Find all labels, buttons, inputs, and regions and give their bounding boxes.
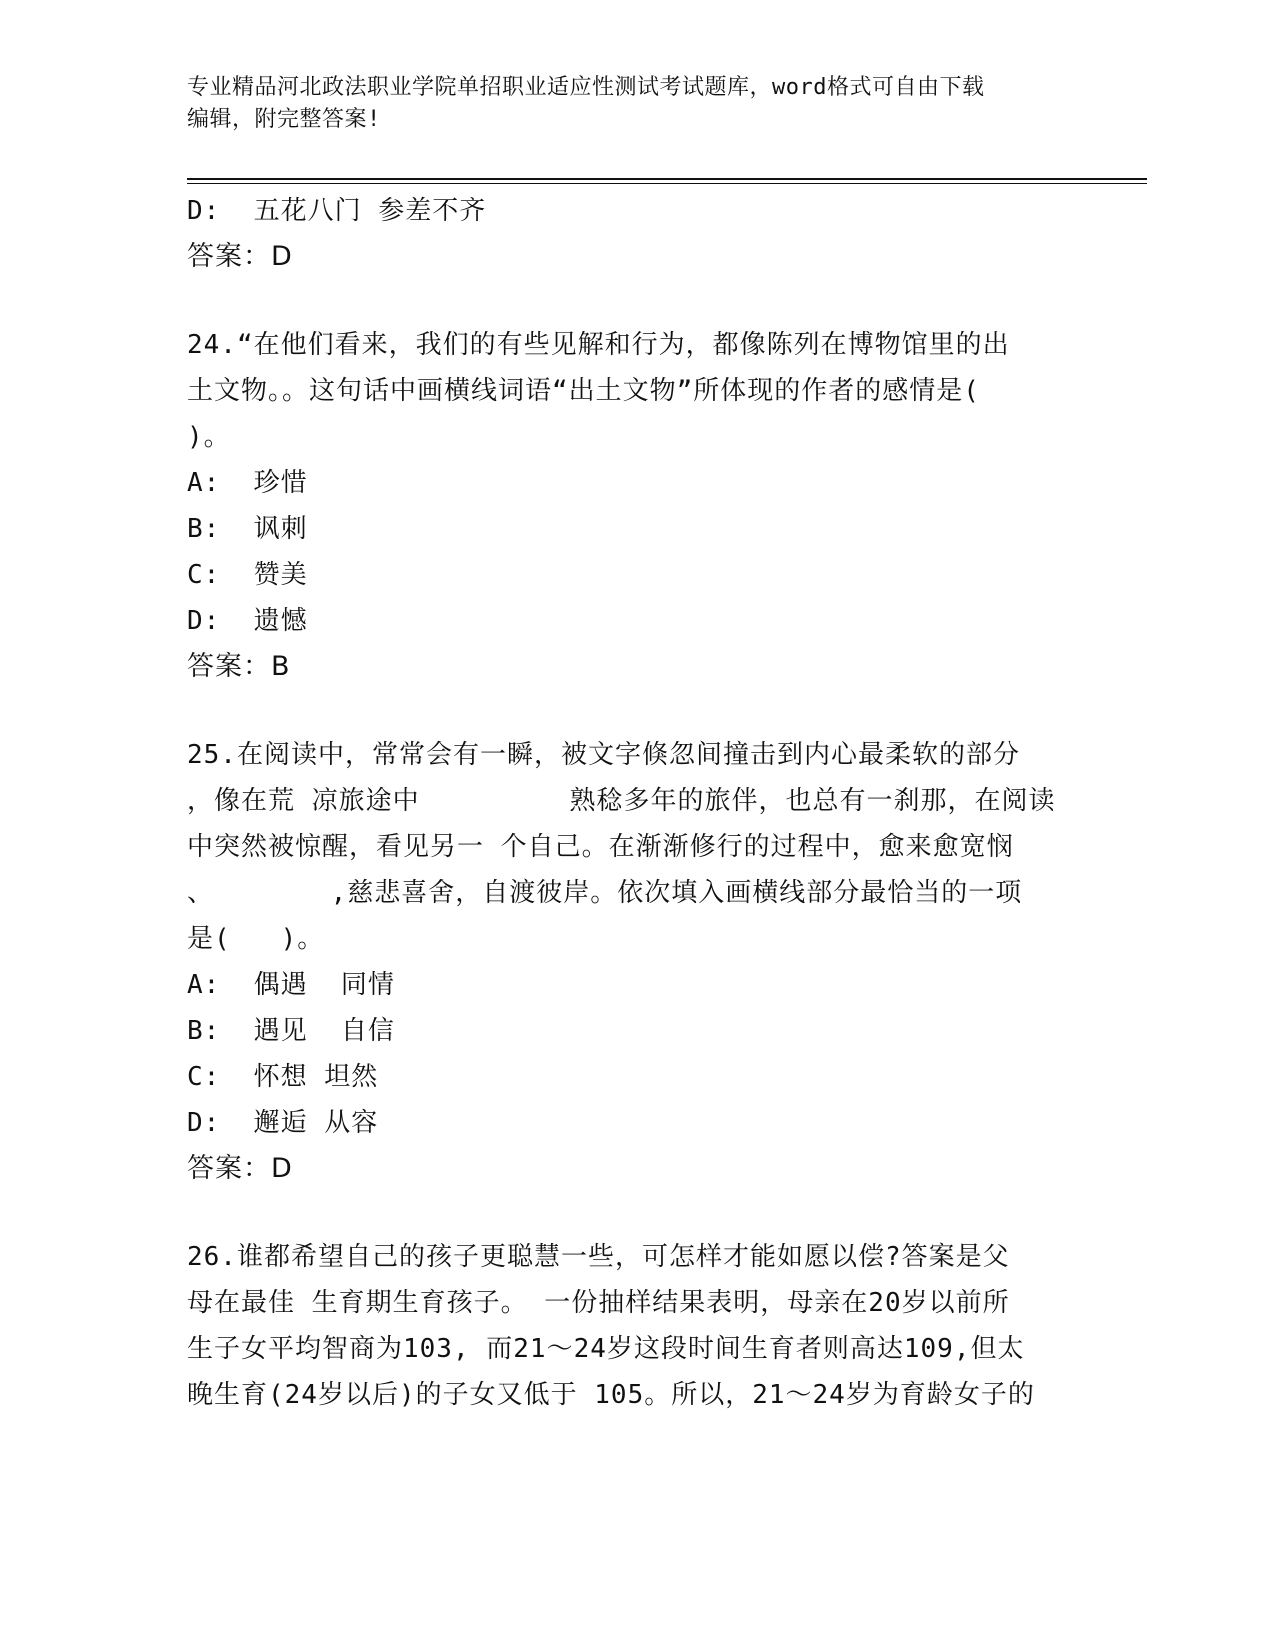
- header-line-1: 专业精品河北政法职业学院单招职业适应性测试考试题库，word格式可自由下载: [187, 75, 985, 100]
- question-text-line: 土文物。。这句话中画横线词语“出土文物”所体现的作者的感情是(: [187, 376, 980, 406]
- option-b: B: 遇见 自信: [187, 1016, 395, 1046]
- option-d: D: 邂逅 从容: [187, 1108, 379, 1138]
- question-24: [187, 322, 1087, 690]
- question-text-line: 生子女平均智商为103, 而21～24岁这段时间生育者则高达109,但太: [187, 1334, 1025, 1364]
- question-text-line: ，像在荒 凉旅途中 熟稔多年的旅伴，也总有一刹那，在阅读: [187, 786, 1056, 816]
- question-text-line: 母在最佳 生育期生育孩子。 一份抽样结果表明，母亲在20岁以前所: [187, 1288, 1010, 1318]
- answer-line: 答案：D: [187, 241, 293, 272]
- option-c: C: 怀想 坦然: [187, 1062, 379, 1092]
- question-text-line: 24.“在他们看来，我们的有些见解和行为，都像陈列在博物馆里的出: [187, 330, 1010, 360]
- question-text-line: 是( )。: [187, 924, 325, 954]
- option-a: A: 偶遇 同情: [187, 970, 395, 1000]
- option-d: D: 五花八门 参差不齐: [187, 196, 487, 226]
- question-text-line: )。: [187, 422, 231, 452]
- header-divider-thick: [187, 178, 1147, 180]
- option-b: B: 讽刺: [187, 514, 308, 544]
- question-text-line: 中突然被惊醒，看见另一 个自己。在渐渐修行的过程中，愈来愈宽悯: [187, 832, 1014, 862]
- page-header: [187, 72, 1087, 136]
- question-text-line: 26.谁都希望自己的孩子更聪慧一些，可怎样才能如愿以偿?答案是父: [187, 1242, 1010, 1272]
- question-text-line: 25.在阅读中，常常会有一瞬，被文字倏忽间撞击到内心最柔软的部分: [187, 740, 1020, 770]
- answer-line: 答案：D: [187, 1153, 293, 1184]
- question-23-tail: [187, 188, 1087, 280]
- question-25: [187, 732, 1087, 1192]
- answer-line: 答案：B: [187, 651, 291, 682]
- option-d: D: 遗憾: [187, 606, 308, 636]
- header-divider-thin: [187, 183, 1147, 184]
- question-26: [187, 1234, 1087, 1418]
- question-content: [187, 188, 1087, 1418]
- option-a: A: 珍惜: [187, 468, 308, 498]
- question-text-line: 、 ,慈悲喜舍，自渡彼岸。依次填入画横线部分最恰当的一项: [187, 878, 1023, 908]
- option-c: C: 赞美: [187, 560, 308, 590]
- header-line-2: 编辑，附完整答案!: [187, 107, 381, 132]
- question-text-line: 晚生育(24岁以后)的子女又低于 105。所以，21～24岁为育龄女子的: [187, 1380, 1035, 1410]
